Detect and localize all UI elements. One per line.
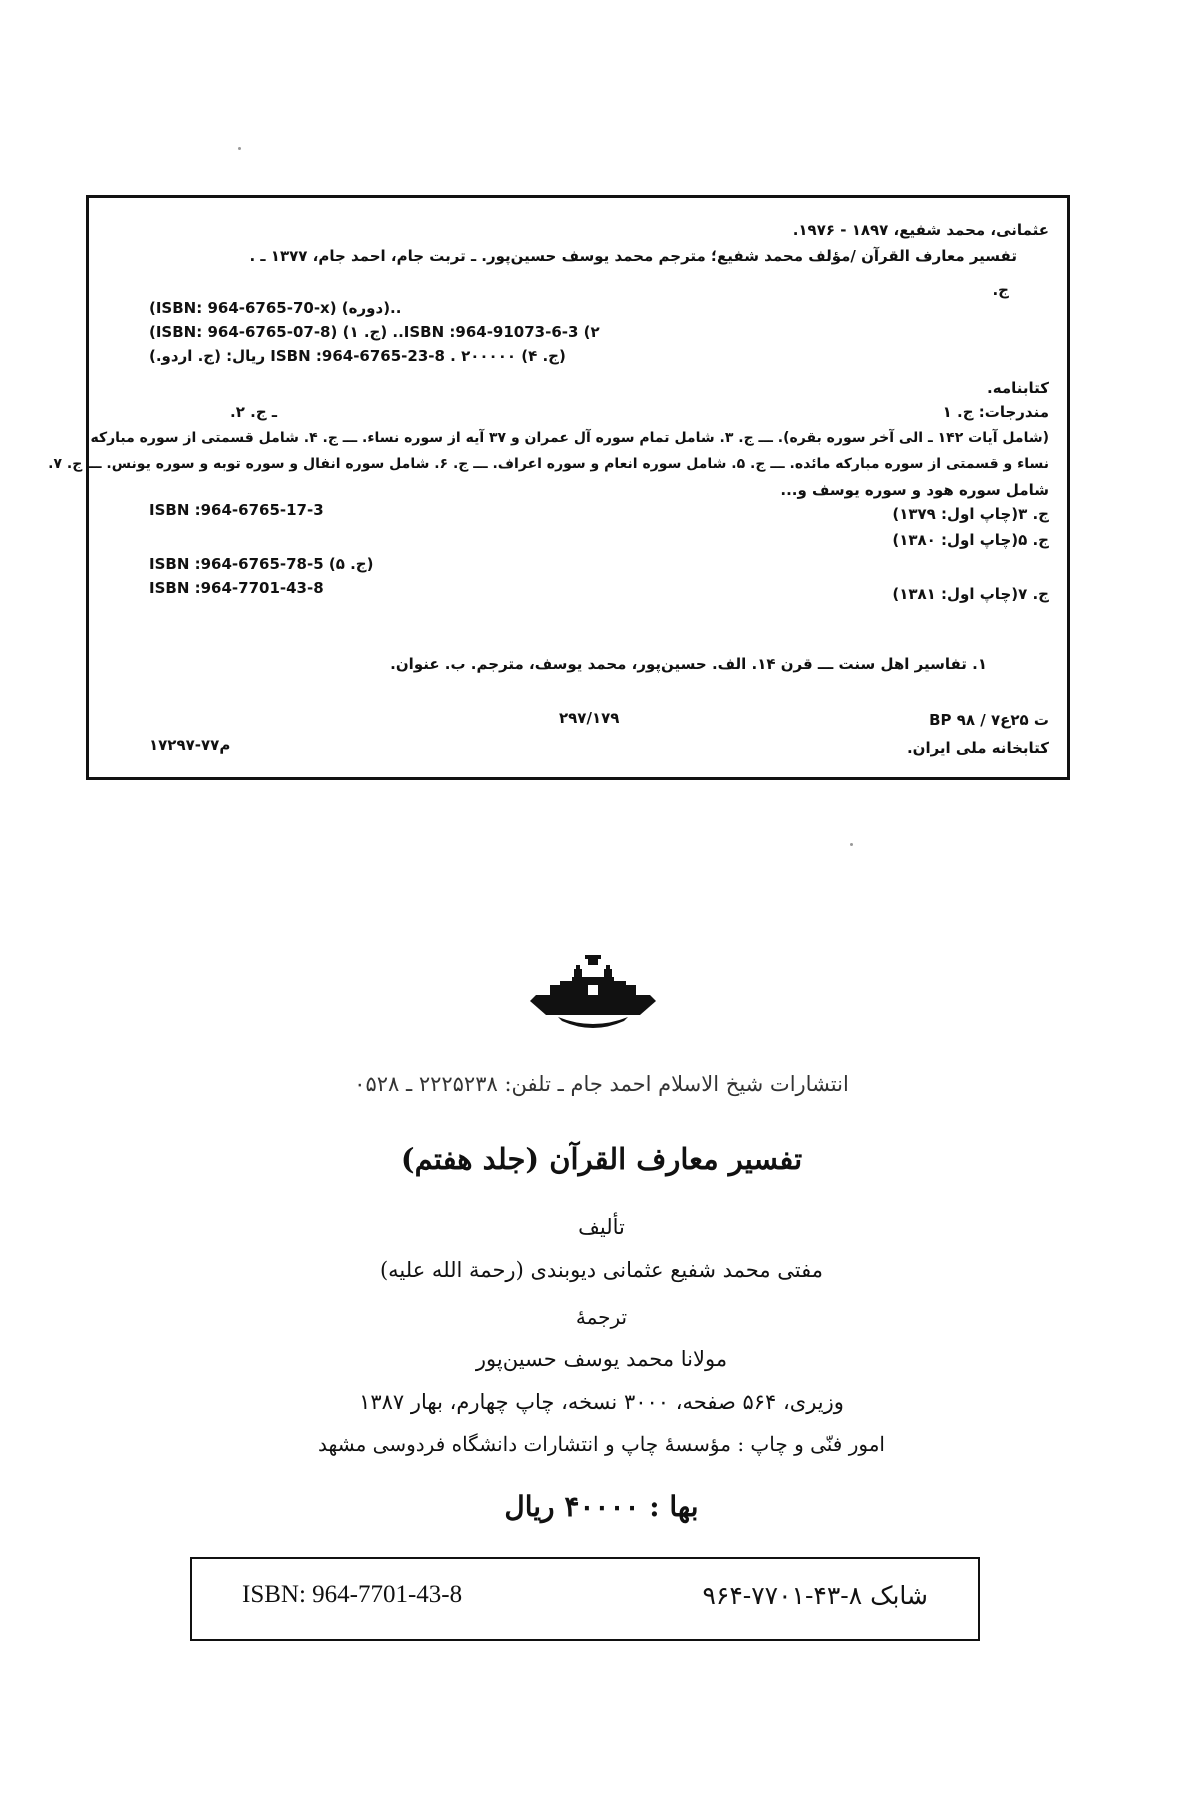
cip-contents-text: نساء و قسمتی از سوره مبارکه مائده. ـــ ج. ۵. شامل سوره انعام و سوره اعراف. ـــ ج. ۶. شامل سوره انفال و سوره توبه و سوره یونس. ـــ ج. ۷. (48, 456, 1049, 472)
cip-volume-7-isbn: ISBN :964-7701-43-8 (149, 579, 324, 597)
cip-library-name: کتابخانه ملی ایران. (906, 739, 1049, 757)
cip-contents-vol2: ـ ج. ۲. (230, 403, 277, 421)
isbn-latin: ISBN: 964-7701-43-8 (242, 1581, 463, 1608)
cip-dewey-number: ۲۹۷/۱۷۹ (559, 709, 620, 727)
print-details: وزیری، ۵۶۴ صفحه، ۳۰۰۰ نسخه، چاپ چهارم، بهار ۱۳۸۷ (359, 1390, 844, 1414)
cip-isbn-volume-1: (ISBN: 964-6765-07-8) (ج. ۱) ..ISBN :964-91073-6-3 (۲ (149, 323, 600, 341)
cip-author-line: عثمانی، محمد شفیع، ۱۸۹۷ - ۱۹۷۶. (792, 221, 1049, 239)
speck (850, 843, 853, 846)
publisher-line: انتشارات شیخ الاسلام احمد جام ـ تلفن: ۲۲۲۵۲۳۸ ـ ۰۵۲۸ (354, 1072, 849, 1096)
production-credit: امور فنّی و چاپ : مؤسسهٔ چاپ و انتشارات دانشگاه فردوسی مشهد (318, 1432, 885, 1456)
cip-volume-3-isbn: ISBN :964-6765-17-3 (149, 501, 324, 519)
translator-name: مولانا محمد یوسف حسین‌پور (475, 1347, 728, 1371)
cip-volume-line: ج. (992, 281, 1009, 299)
authored-by-label: تألیف (578, 1215, 625, 1239)
cip-volume-5-isbn: ISBN :964-6765-78-5 (ج. ۵) (149, 555, 374, 573)
cip-isbn-set: (ISBN: 964-6765-70-x) (دوره).. (149, 299, 402, 317)
cip-contents-label: مندرجات: ج. ۱ (942, 403, 1049, 421)
price: بها : ۴۰۰۰۰ ریال (504, 1490, 699, 1523)
cip-volume-5: ج. ۵(چاپ اول: ۱۳۸۰) (892, 531, 1049, 549)
cip-bibliography: کتابنامه. (987, 379, 1049, 397)
translated-by-label: ترجمهٔ (575, 1305, 628, 1329)
cip-title-line: تفسیر معارف القرآن /مؤلف محمد شفیع؛ مترجم محمد یوسف حسین‌پور. ـ تربت جام، احمد جام، ۱۳۷۷ ـ . (249, 247, 1017, 265)
cip-library-number: م۷۷-۱۷۲۹۷ (149, 736, 231, 754)
isbn-persian: شابک ۸-۴۳-۷۷۰۱-۹۶۴ (702, 1581, 928, 1610)
book-title: تفسیر معارف القرآن (جلد هفتم) (400, 1142, 803, 1176)
publisher-logo (528, 955, 658, 1035)
speck (238, 147, 241, 150)
cip-contents-text: (شامل آیات ۱۴۲ ـ الی آخر سوره بقره). ـــ ج. ۳. شامل تمام سوره آل عمران و ۳۷ آیه از سوره نساء. ـــ ج. ۴. شامل قسمتی از سوره مبارکه (90, 430, 1049, 446)
isbn-box (190, 1557, 980, 1641)
cip-volume-7: ج. ۷(چاپ اول: ۱۳۸۱) (892, 585, 1049, 603)
cataloging-record-box (48, 195, 1070, 780)
cip-subjects: ۱. تفاسیر اهل سنت ـــ قرن ۱۴. الف. حسین‌پور، محمد یوسف، مترجم. ب. عنوان. (390, 655, 987, 673)
cip-volume-3: ج. ۳(چاپ اول: ۱۳۷۹) (892, 505, 1049, 523)
cip-lc-call-number: BP ۹۸ / ۷ت ۲۵ع (929, 711, 1049, 729)
cip-isbn-volume-4: (ج. ۴) ISBN :964-6765-23-8 . ۲۰۰۰۰۰ ریال: (ج. اردو.) (149, 347, 566, 365)
author-name: مفتی محمد شفیع عثمانی دیوبندی (رحمة الله علیه) (379, 1258, 823, 1282)
cip-contents-text: شامل سوره هود و سوره یوسف و... (780, 481, 1049, 499)
